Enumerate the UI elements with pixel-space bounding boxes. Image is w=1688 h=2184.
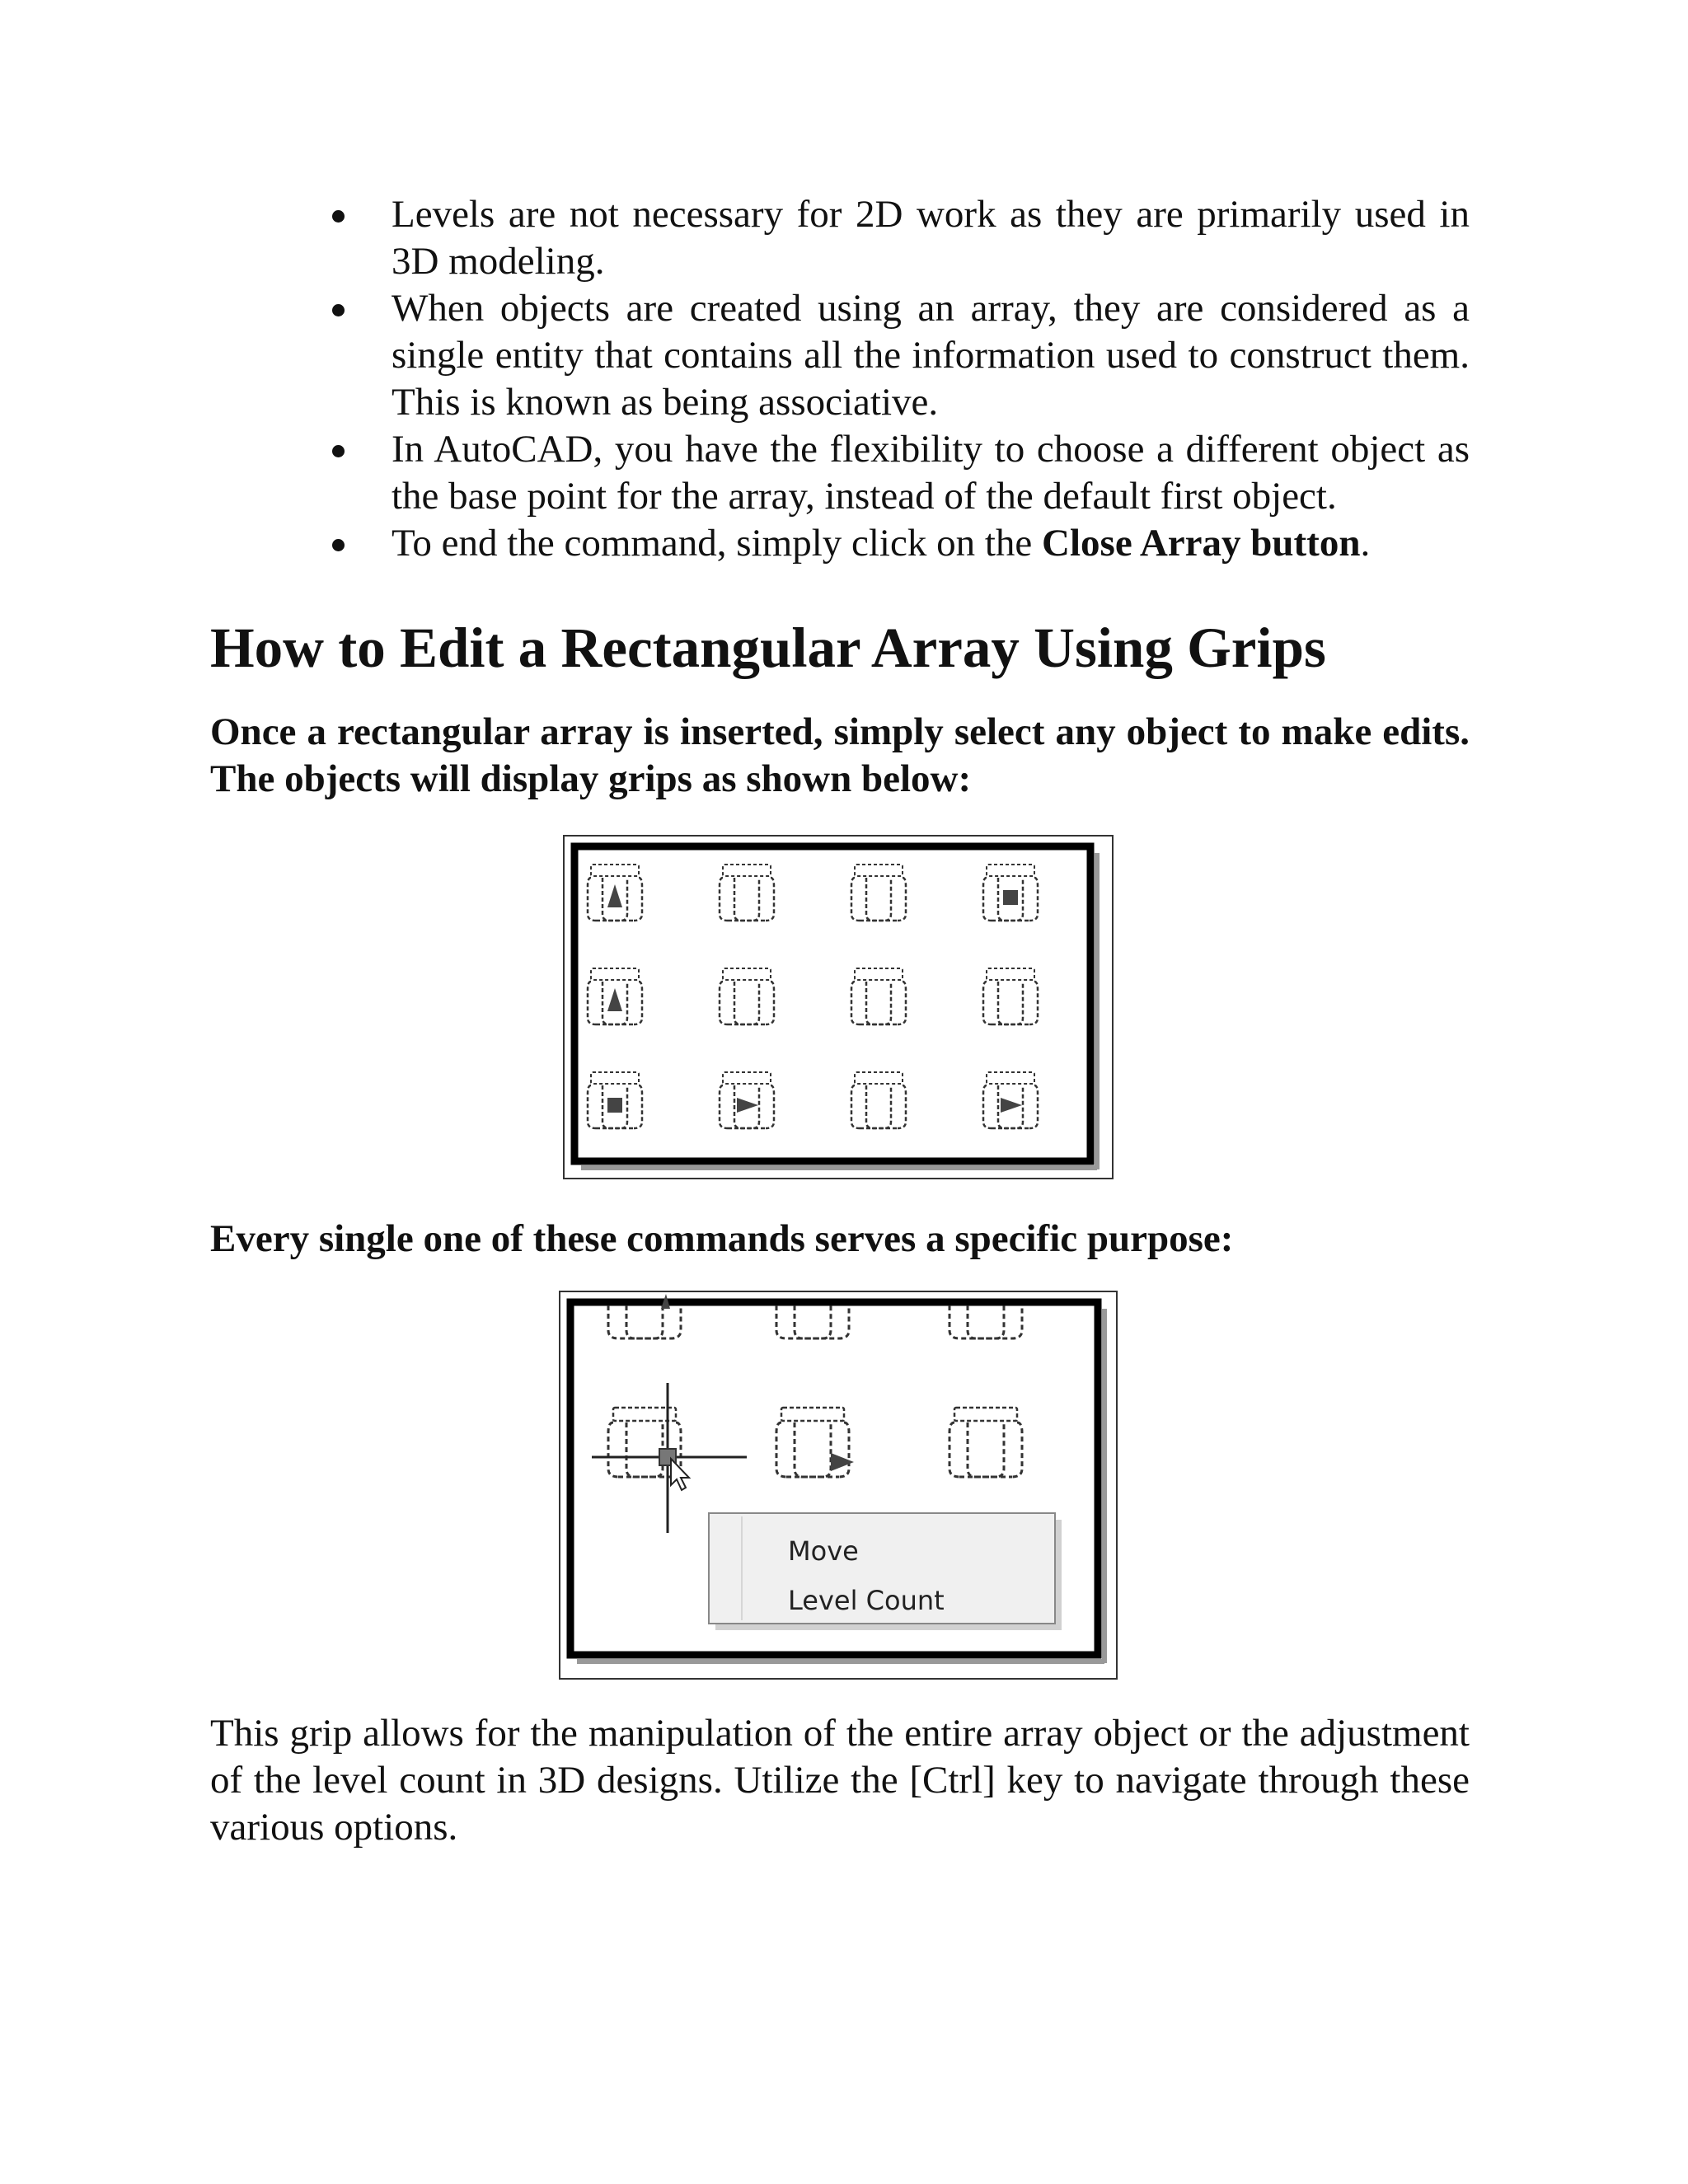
array-grips-drawing (565, 837, 1112, 1178)
square-grip-icon[interactable] (607, 1098, 622, 1113)
square-grip-icon[interactable] (1003, 890, 1018, 905)
bullet-item: In AutoCAD, you have the flexibility to choose a different object as the base point for the array, instead of the default first object. (316, 426, 1470, 520)
bullet-item: Levels are not necessary for 2D work as they are primarily used in 3D modeling. (316, 191, 1470, 285)
subheading: Every single one of these commands serves a specific purpose: (210, 1217, 1234, 1260)
array-grips-figure (563, 835, 1114, 1179)
close-array-button-text: Close Array button (1042, 522, 1361, 565)
bullet-item: When objects are created using an array, they are considered as a single entity that contains all the information used to construct them. This is known as being associative. (316, 285, 1470, 426)
bullet-item: To end the command, simply click on the Close Array button. (316, 520, 1470, 567)
intro-paragraph: Once a rectangular array is inserted, simply select any object to make edits. The objects will display grips as shown below: (210, 710, 1470, 800)
section-heading: How to Edit a Rectangular Array Using Grips (210, 616, 1326, 679)
menu-item-level-count[interactable]: Level Count (788, 1585, 945, 1616)
body-paragraph: This grip allows for the manipulation of the entire array object or the adjustment of the level count in 3D designs. Utilize the [Ctrl] key to navigate through these various options. (210, 1712, 1470, 1849)
grip-menu-drawing (560, 1292, 1116, 1678)
grip-context-menu[interactable] (709, 1513, 1062, 1630)
bullet-list (316, 191, 1470, 567)
grip-menu-figure (559, 1291, 1118, 1680)
menu-item-move[interactable]: Move (788, 1535, 859, 1567)
